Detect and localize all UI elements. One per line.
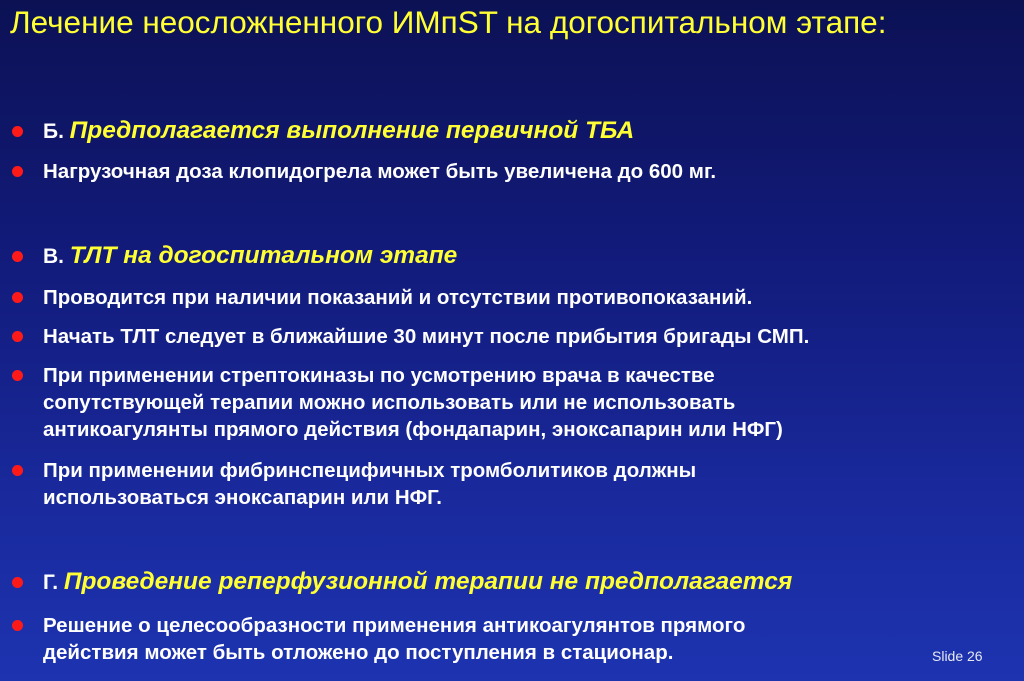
list-item-text: [43, 284, 1010, 311]
bullet-icon: [12, 331, 23, 342]
list-item-line: действия может быть отложено до поступления в стационар.: [43, 641, 674, 664]
list-item-line: антикоагулянты прямого действия (фондапарин, эноксапарин или НФГ): [43, 418, 783, 441]
section-letter: В.: [43, 245, 64, 268]
list-item-text: [43, 323, 1010, 350]
section-letter: Г.: [43, 571, 59, 594]
section-v-heading-text: [43, 241, 1010, 272]
list-item-line: При применении стрептокиназы по усмотрению врача в качестве: [43, 364, 715, 387]
list-item-line: сопутствующей терапии можно использовать или не использовать: [43, 391, 736, 414]
list-item-line: Начать ТЛТ следует в ближайшие 30 минут после прибытия бригады СМП.: [43, 325, 810, 348]
bullet-icon: [12, 166, 23, 177]
list-item-line: При применении фибринспецифичных тромболитиков должны: [43, 459, 697, 482]
slide-title: Лечение неосложненного ИМпST на догоспитальном этапе:: [10, 4, 887, 40]
section-heading: Предполагается выполнение первичной ТБА: [69, 117, 635, 144]
section-b-heading-text: [43, 116, 1010, 147]
section-g-heading-text: [43, 567, 1010, 598]
list-item-text: [43, 457, 1010, 511]
bullet-icon: [12, 251, 23, 262]
section-heading: ТЛТ на догоспитальном этапе: [69, 242, 458, 269]
list-item-line: Проводится при наличии показаний и отсутствии противопоказаний.: [43, 286, 753, 309]
bullet-icon: [12, 292, 23, 303]
bullet-icon: [12, 577, 23, 588]
list-item-line: Решение о целесообразности применения антикоагулянтов прямого: [43, 614, 746, 637]
list-item-text: [43, 158, 1010, 185]
slide-number: Slide 26: [932, 648, 983, 664]
section-heading: Проведение реперфузионной терапии не предполагается: [63, 568, 793, 595]
list-item-line: использоваться эноксапарин или НФГ.: [43, 486, 442, 509]
bullet-icon: [12, 620, 23, 631]
list-item-text: [43, 362, 1010, 443]
bullet-icon: [12, 370, 23, 381]
bullet-icon: [12, 126, 23, 137]
list-item-line: Нагрузочная доза клопидогрела может быть увеличена до 600 мг.: [43, 160, 717, 183]
bullet-icon: [12, 465, 23, 476]
section-letter: Б.: [43, 120, 64, 143]
list-item-text: [43, 612, 1010, 666]
